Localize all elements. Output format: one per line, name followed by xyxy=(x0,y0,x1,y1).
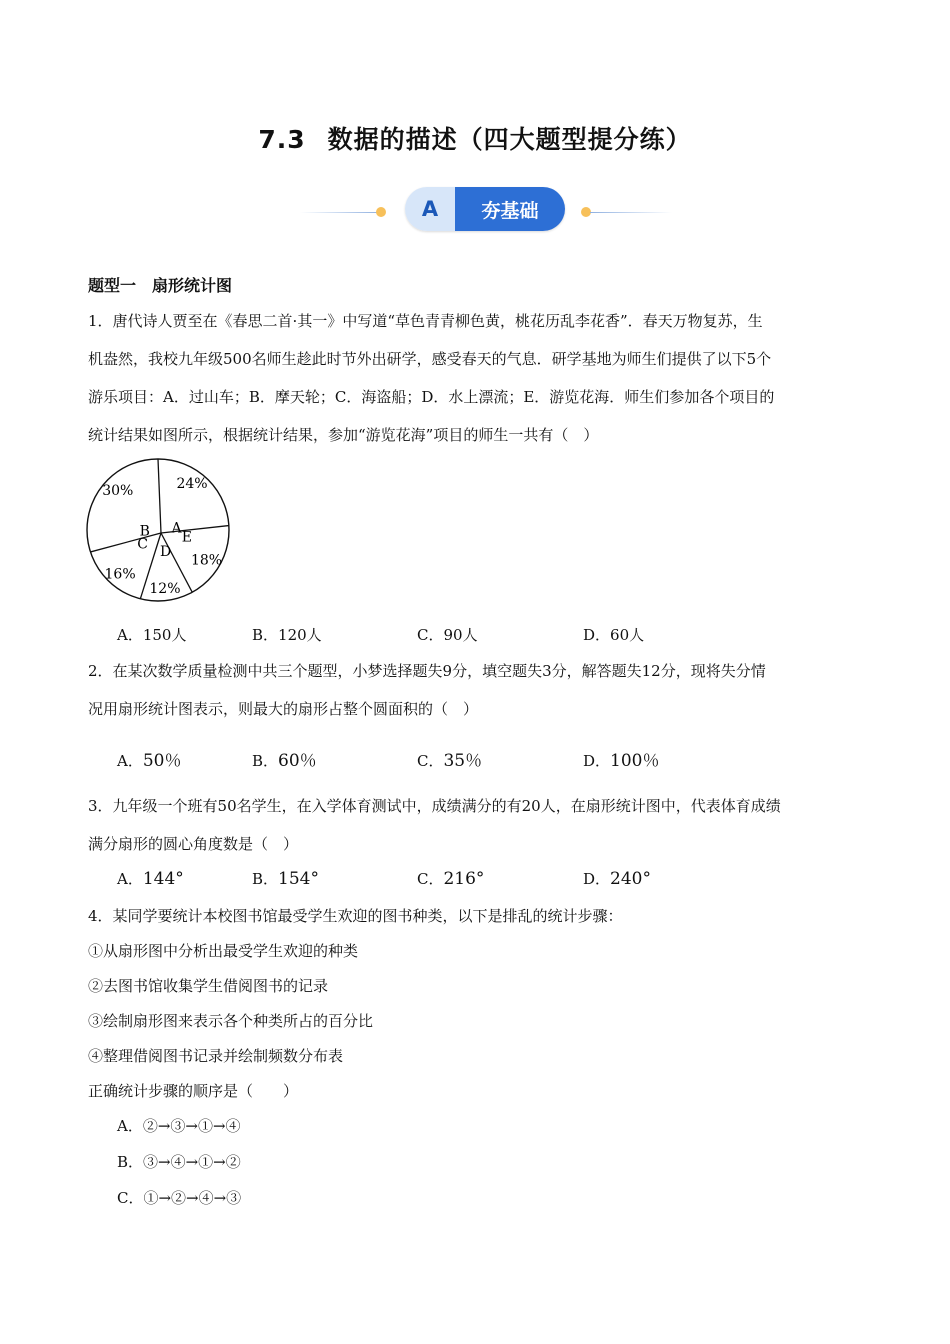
q4-option-c: C．①→②→④→③ xyxy=(117,1189,242,1207)
q3-option-d: D．240° xyxy=(583,869,651,889)
pie-slice-d-percent: 12% xyxy=(149,580,181,597)
q1-line-3: 游乐项目：A．过山车；B．摩天轮；C．海盗船；D．水上漂流；E．游览花海．师生们参加各个项目的 xyxy=(88,388,775,406)
left-decor-dot xyxy=(376,207,386,217)
q1-option-a: A．150人 xyxy=(117,626,187,644)
q2-option-c: C．35％ xyxy=(417,751,483,771)
q3-option-b: B．154° xyxy=(252,869,319,889)
section-badge xyxy=(405,187,565,231)
q2-line-2: 况用扇形统计图表示，则最大的扇形占整个圆面积的（ ） xyxy=(88,700,479,718)
q1-line-1: 1．唐代诗人贾至在《春思二首·其一》中写道“草色青青柳色黄，桃花历乱李花香”．春天万物复苏，生 xyxy=(88,312,763,330)
pie-slice-a-percent: 24% xyxy=(176,475,208,492)
section-heading: 题型一 扇形统计图 xyxy=(88,276,233,295)
q4-step-4: ④整理借阅图书记录并绘制频数分布表 xyxy=(88,1047,344,1065)
pie-chart xyxy=(80,455,240,607)
q3-option-c: C．216° xyxy=(417,869,485,889)
q2-option-a: A．50％ xyxy=(117,751,182,771)
pie-slice-d-label: D xyxy=(159,544,172,561)
q4-step-1: ①从扇形图中分析出最受学生欢迎的种类 xyxy=(88,942,359,960)
pie-slice-a-label: A xyxy=(171,520,182,537)
pie-slice-b-percent: 30% xyxy=(102,482,134,499)
q4-step-3: ③绘制扇形图来表示各个种类所占的百分比 xyxy=(88,1012,374,1030)
right-decor-line xyxy=(590,212,672,213)
left-decor-line xyxy=(300,212,380,213)
q1-option-c: C．90人 xyxy=(417,626,478,644)
pie-slice-e-percent: 18% xyxy=(190,552,223,569)
pie-slice-c-label: C xyxy=(137,536,148,553)
pie-slice-c-percent: 16% xyxy=(104,566,136,583)
badge-letter: A xyxy=(405,187,455,231)
q3-line-2: 满分扇形的圆心角度数是（ ） xyxy=(88,835,299,853)
q1-option-b: B．120人 xyxy=(252,626,322,644)
q2-option-d: D．100％ xyxy=(583,751,660,771)
q4-question: 正确统计步骤的顺序是（ ） xyxy=(88,1082,299,1100)
q3-option-a: A．144° xyxy=(117,869,184,889)
q2-line-1: 2．在某次数学质量检测中共三个题型，小梦选择题失9分，填空题失3分，解答题失12分，现将失分情 xyxy=(88,662,766,680)
q2-option-b: B．60％ xyxy=(252,751,317,771)
q1-line-4: 统计结果如图所示，根据统计结果，参加“游览花海”项目的师生一共有（ ） xyxy=(88,426,599,444)
q1-option-d: D．60人 xyxy=(583,626,645,644)
title-text: 数据的描述（四大题型提分练） xyxy=(327,125,692,154)
title-number: 7.3 xyxy=(258,125,306,154)
q4-option-a: A．②→③→①→④ xyxy=(117,1117,241,1135)
q4-option-b: B．③→④→①→② xyxy=(117,1153,241,1171)
q4-line-1: 4．某同学要统计本校图书馆最受学生欢迎的图书种类，以下是排乱的统计步骤： xyxy=(88,907,623,925)
pie-slice-e-label: E xyxy=(181,529,193,546)
q3-line-1: 3．九年级一个班有50名学生，在入学体育测试中，成绩满分的有20人，在扇形统计图中，代表体育成绩 xyxy=(88,797,781,815)
page-title xyxy=(0,120,950,156)
q1-line-2: 机盎然，我校九年级500名师生趁此时节外出研学，感受春天的气息．研学基地为师生们提供了以下5个 xyxy=(88,350,772,368)
pie-slice-b-label: B xyxy=(139,523,150,540)
badge-label: 夯基础 xyxy=(455,187,565,231)
q4-step-2: ②去图书馆收集学生借阅图书的记录 xyxy=(88,977,329,995)
